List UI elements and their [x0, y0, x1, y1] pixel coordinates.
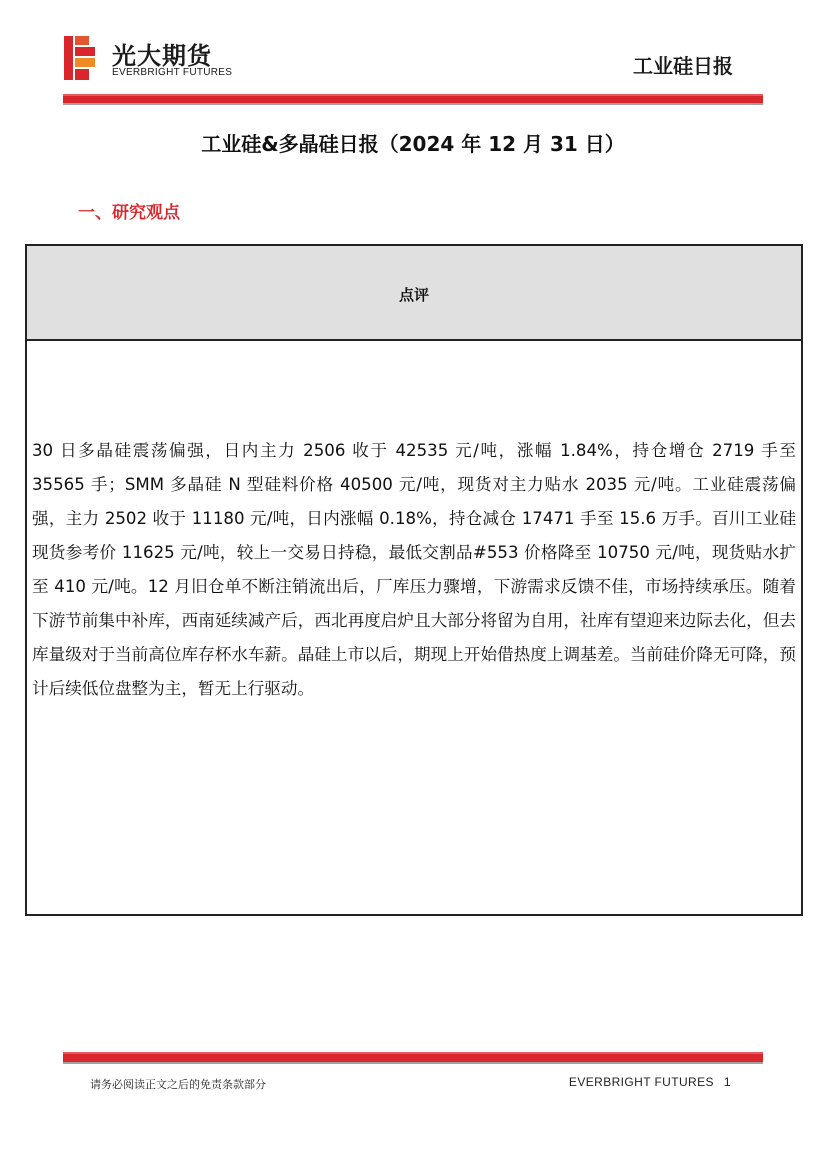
panel-header — [27, 246, 801, 341]
logo-english-name: EVERBRIGHT FUTURES — [112, 67, 233, 78]
commentary-panel — [25, 244, 803, 916]
footer-disclaimer: 请务必阅读正文之后的免责条款部分 — [90, 1078, 266, 1091]
section-heading: 一、研究观点 — [78, 203, 180, 223]
document-title: 工业硅&多晶硅日报（2024 年 12 月 31 日） — [201, 132, 625, 156]
page-number: 1 — [723, 1075, 731, 1089]
footer-company-page — [569, 1075, 731, 1089]
panel-header-label: 点评 — [398, 286, 429, 304]
header-divider — [63, 94, 763, 105]
logo-chinese-name: 光大期货 — [112, 42, 212, 70]
commentary-text: 30 日多晶硅震荡偏强，日内主力 2506 收于 42535 元/吨，涨幅 1.84%，持仓增仓 2719 手至 35565 手；SMM 多晶硅 N 型硅料价格 40500 元/吨，现货对主力贴水 2035 元/吨。工业硅震荡偏强，主力 2502 收于 11180 元/吨，日内涨幅 0.18%，持仓减仓 17471 手至 15.6 万手。百川工业硅现货参考价 11625 元/吨，较上一交易日持稳，最低交割品#553 价格降至 10750 元/吨，现货贴水扩至 410 元/吨。12 月旧仓单不断注销流出后，厂库压力骤增，下游需求反馈不佳，市场持续承压。随着下游节前集中补库，西南延续减产后，西北再度启炉且大部分将留为自用，社库有望迎来边际去化，但去库量级对于当前高位库存杯水车薪。晶硅上市以后，期现上开始借热度上调基差。当前硅价降无可降，预计后续低位盘整为主，暂无上行驱动。 — [32, 441, 796, 698]
everbright-logo-icon — [64, 36, 97, 80]
report-type-title: 工业硅日报 — [633, 54, 733, 78]
company-logo — [64, 36, 254, 84]
footer-company: EVERBRIGHT FUTURES — [568, 1075, 714, 1089]
footer-divider — [63, 1052, 763, 1064]
